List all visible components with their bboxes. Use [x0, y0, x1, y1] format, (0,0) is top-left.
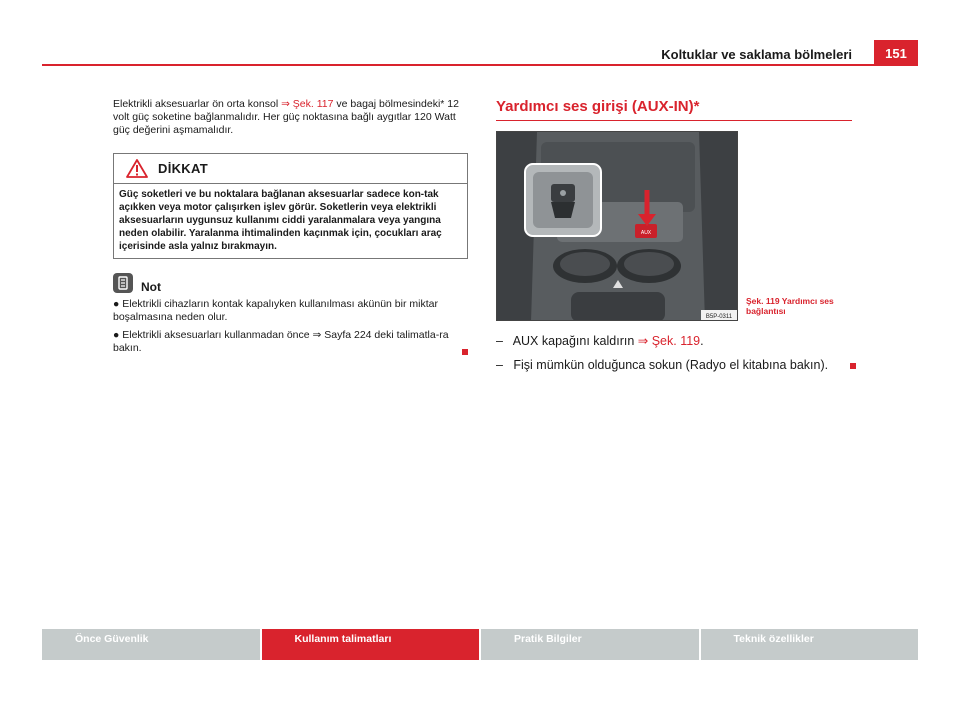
warning-triangle-icon: [126, 159, 148, 178]
note-header: [113, 273, 468, 293]
aux-label: AUX: [640, 230, 652, 236]
footer-tabs: [42, 629, 918, 660]
note-title: Not: [141, 280, 161, 294]
page-number: 151: [874, 40, 918, 66]
warning-header: [114, 154, 467, 184]
figure-code: B5P-0311: [705, 314, 733, 320]
figure-link-119[interactable]: ⇒ Şek. 119: [637, 334, 701, 348]
tab-kullanim-talimatlari[interactable]: Kullanım talimatları: [262, 629, 480, 660]
warning-title: DİKKAT: [158, 161, 208, 176]
warning-text: Güç soketleri ve bu noktalara bağlanan aksesuarlar sadece kon-tak açıkken veya motor çalışırken işlev görür. Soketlerin veya elektrikli aksesuarların uygunsuz kullanımı ciddi yaralanmalara veya yangına neden olabilir. Yaralanma ihtimalinden kaçınmak için, çocukları araç içerisinde asla yalnız bırakmayın.: [119, 189, 442, 252]
note-item: ● Elektrikli cihazların kontak kapalıyken kullanılması akünün bir miktar boşalmasına neden olur.: [113, 298, 438, 323]
left-column: [113, 98, 468, 355]
figure-caption: Şek. 119 Yardımcı ses bağlantısı: [746, 296, 834, 316]
aux-console-illustration: [497, 132, 738, 321]
page-header-title: Koltuklar ve saklama bölmeleri: [661, 47, 852, 62]
end-mark-icon: [462, 349, 468, 355]
aux-figure: [496, 131, 738, 321]
header-rule: [42, 64, 918, 66]
note-icon: [113, 273, 133, 293]
intro-paragraph: Elektrikli aksesuarlar ön orta konsol ⇒ Şek. 117 ve bagaj bölmesindeki* 12 volt güç soketine bağlanmalıdır. Her güç noktasına bağlı aygıtlar 120 Watt güç değerini aşmamalıdır.: [113, 98, 459, 136]
right-column: [496, 98, 852, 372]
tab-pratik-bilgiler[interactable]: Pratik Bilgiler: [481, 629, 699, 660]
end-mark-icon: [850, 363, 856, 369]
tab-once-guvenlik[interactable]: Önce Güvenlik: [42, 629, 260, 660]
warning-box: [113, 153, 468, 259]
step-item: – Fişi mümkün olduğunca sokun (Radyo el kitabına bakın).: [496, 358, 862, 373]
step-item: – AUX kapağını kaldırın ⇒ Şek. 119.: [496, 334, 704, 348]
figure-link-117[interactable]: ⇒ Şek. 117: [281, 98, 334, 110]
section-title: Yardımcı ses girişi (AUX-IN)*: [496, 98, 852, 121]
tab-teknik-ozellikler[interactable]: Teknik özellikler: [701, 629, 919, 660]
note-item: ● Elektrikli aksesuarları kullanmadan önce ⇒ Sayfa 224 deki talimatla-ra bakın.: [113, 329, 468, 355]
